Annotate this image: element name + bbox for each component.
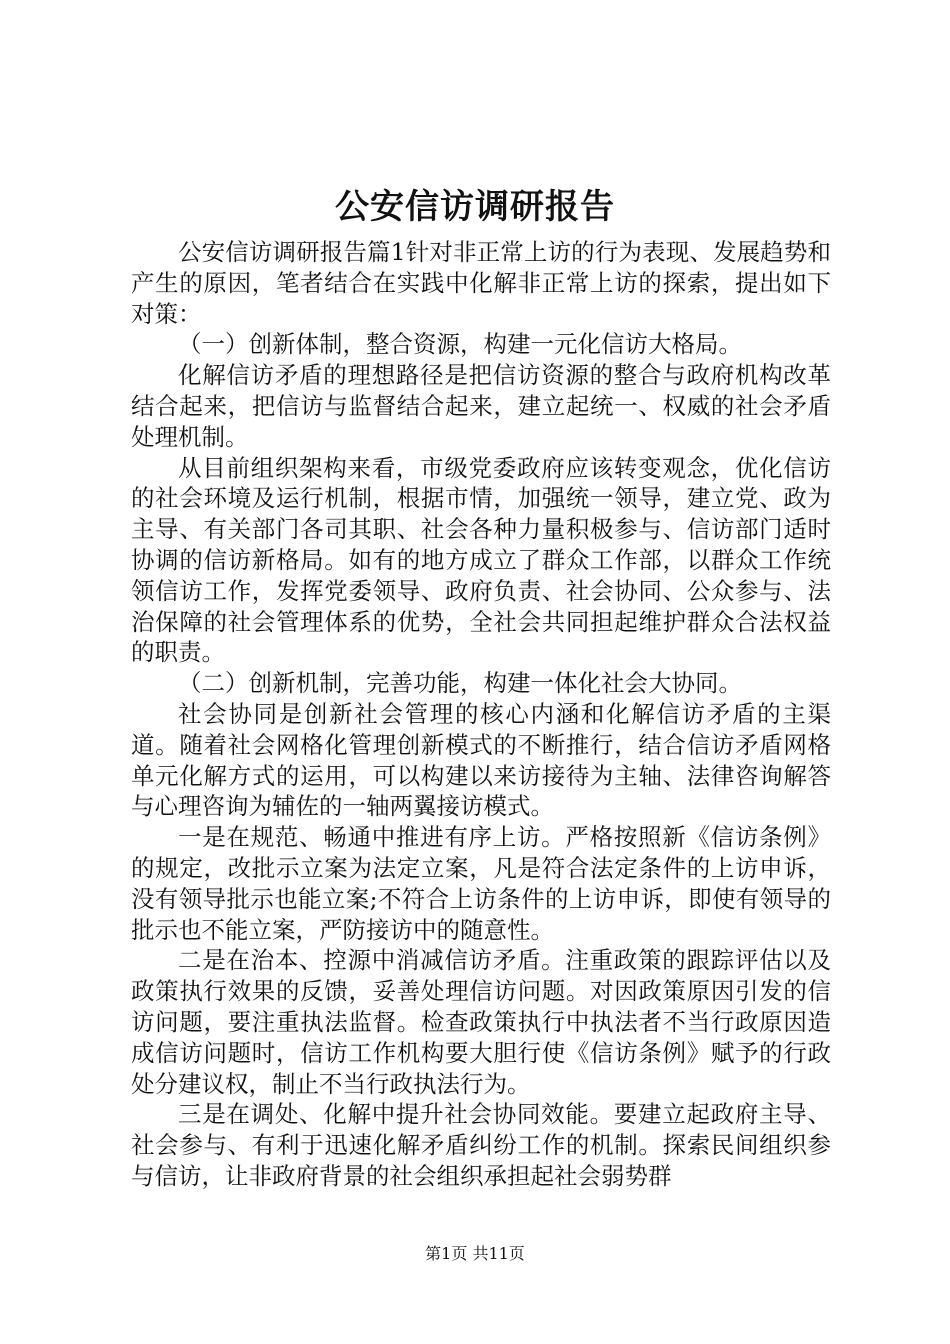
paragraph: 社会协同是创新社会管理的核心内涵和化解信访矛盾的主渠道。随着社会网格化管理创新模式的不断推行，结合信访矛盾网格单元化解方式的运用，可以构建以来访接待为主轴、法律咨询解答与心理咨询为辅佐的一轴两翼接访模式。 xyxy=(131,699,831,821)
paragraph: 二是在治本、控源中消减信访矛盾。注重政策的跟踪评估以及政策执行效果的反馈，妥善处理信访问题。对因政策原因引发的信访问题，要注重执法监督。检查政策执行中执法者不当行政原因造成信访问题时，信访工作机构要大胆行使《信访条例》赋予的行政处分建议权，制止不当行政执法行为。 xyxy=(131,946,831,1098)
section-heading: （一）创新体制，整合资源，构建一元化信访大格局。 xyxy=(178,330,742,359)
paragraph: 三是在调处、化解中提升社会协同效能。要建立起政府主导、社会参与、有利于迅速化解矛盾纠纷工作的机制。探索民间组织参与信访，让非政府背景的社会组织承担起社会弱势群 xyxy=(131,1100,831,1190)
paragraph: 公安信访调研报告篇1针对非正常上访的行为表现、发展趋势和产生的原因，笔者结合在实践中化解非正常上访的探索，提出如下对策： xyxy=(131,238,831,328)
paragraph: 从目前组织架构来看，市级党委政府应该转变观念，优化信访的社会环境及运行机制，根据市情，加强统一领导，建立党、政为主导、有关部门各司其职、社会各种力量积极参与、信访部门适时协调的信访新格局。如有的地方成立了群众工作部，以群众工作统领信访工作，发挥党委领导、政府负责、社会协同、公众参与、法治保障的社会管理体系的优势，全社会共同担起维护群众合法权益的职责。 xyxy=(131,453,831,667)
paragraph: 一是在规范、畅通中推进有序上访。严格按照新《信访条例》的规定，改批示立案为法定立案，凡是符合法定条件的上访申诉，没有领导批示也能立案;不符合上访条件的上访申诉，即使有领导的批示也不能立案，严防接访中的随意性。 xyxy=(131,823,831,944)
section-heading: （二）创新机制，完善功能，构建一体化社会大协同。 xyxy=(178,669,742,698)
document-title: 公安信访调研报告 xyxy=(335,187,615,227)
paragraph: 化解信访矛盾的理想路径是把信访资源的整合与政府机构改革结合起来，把信访与监督结合起来，建立起统一、权威的社会矛盾处理机制。 xyxy=(131,361,831,451)
document-body xyxy=(131,237,831,1192)
page-number-footer: 第1页 共11页 xyxy=(425,1244,525,1263)
